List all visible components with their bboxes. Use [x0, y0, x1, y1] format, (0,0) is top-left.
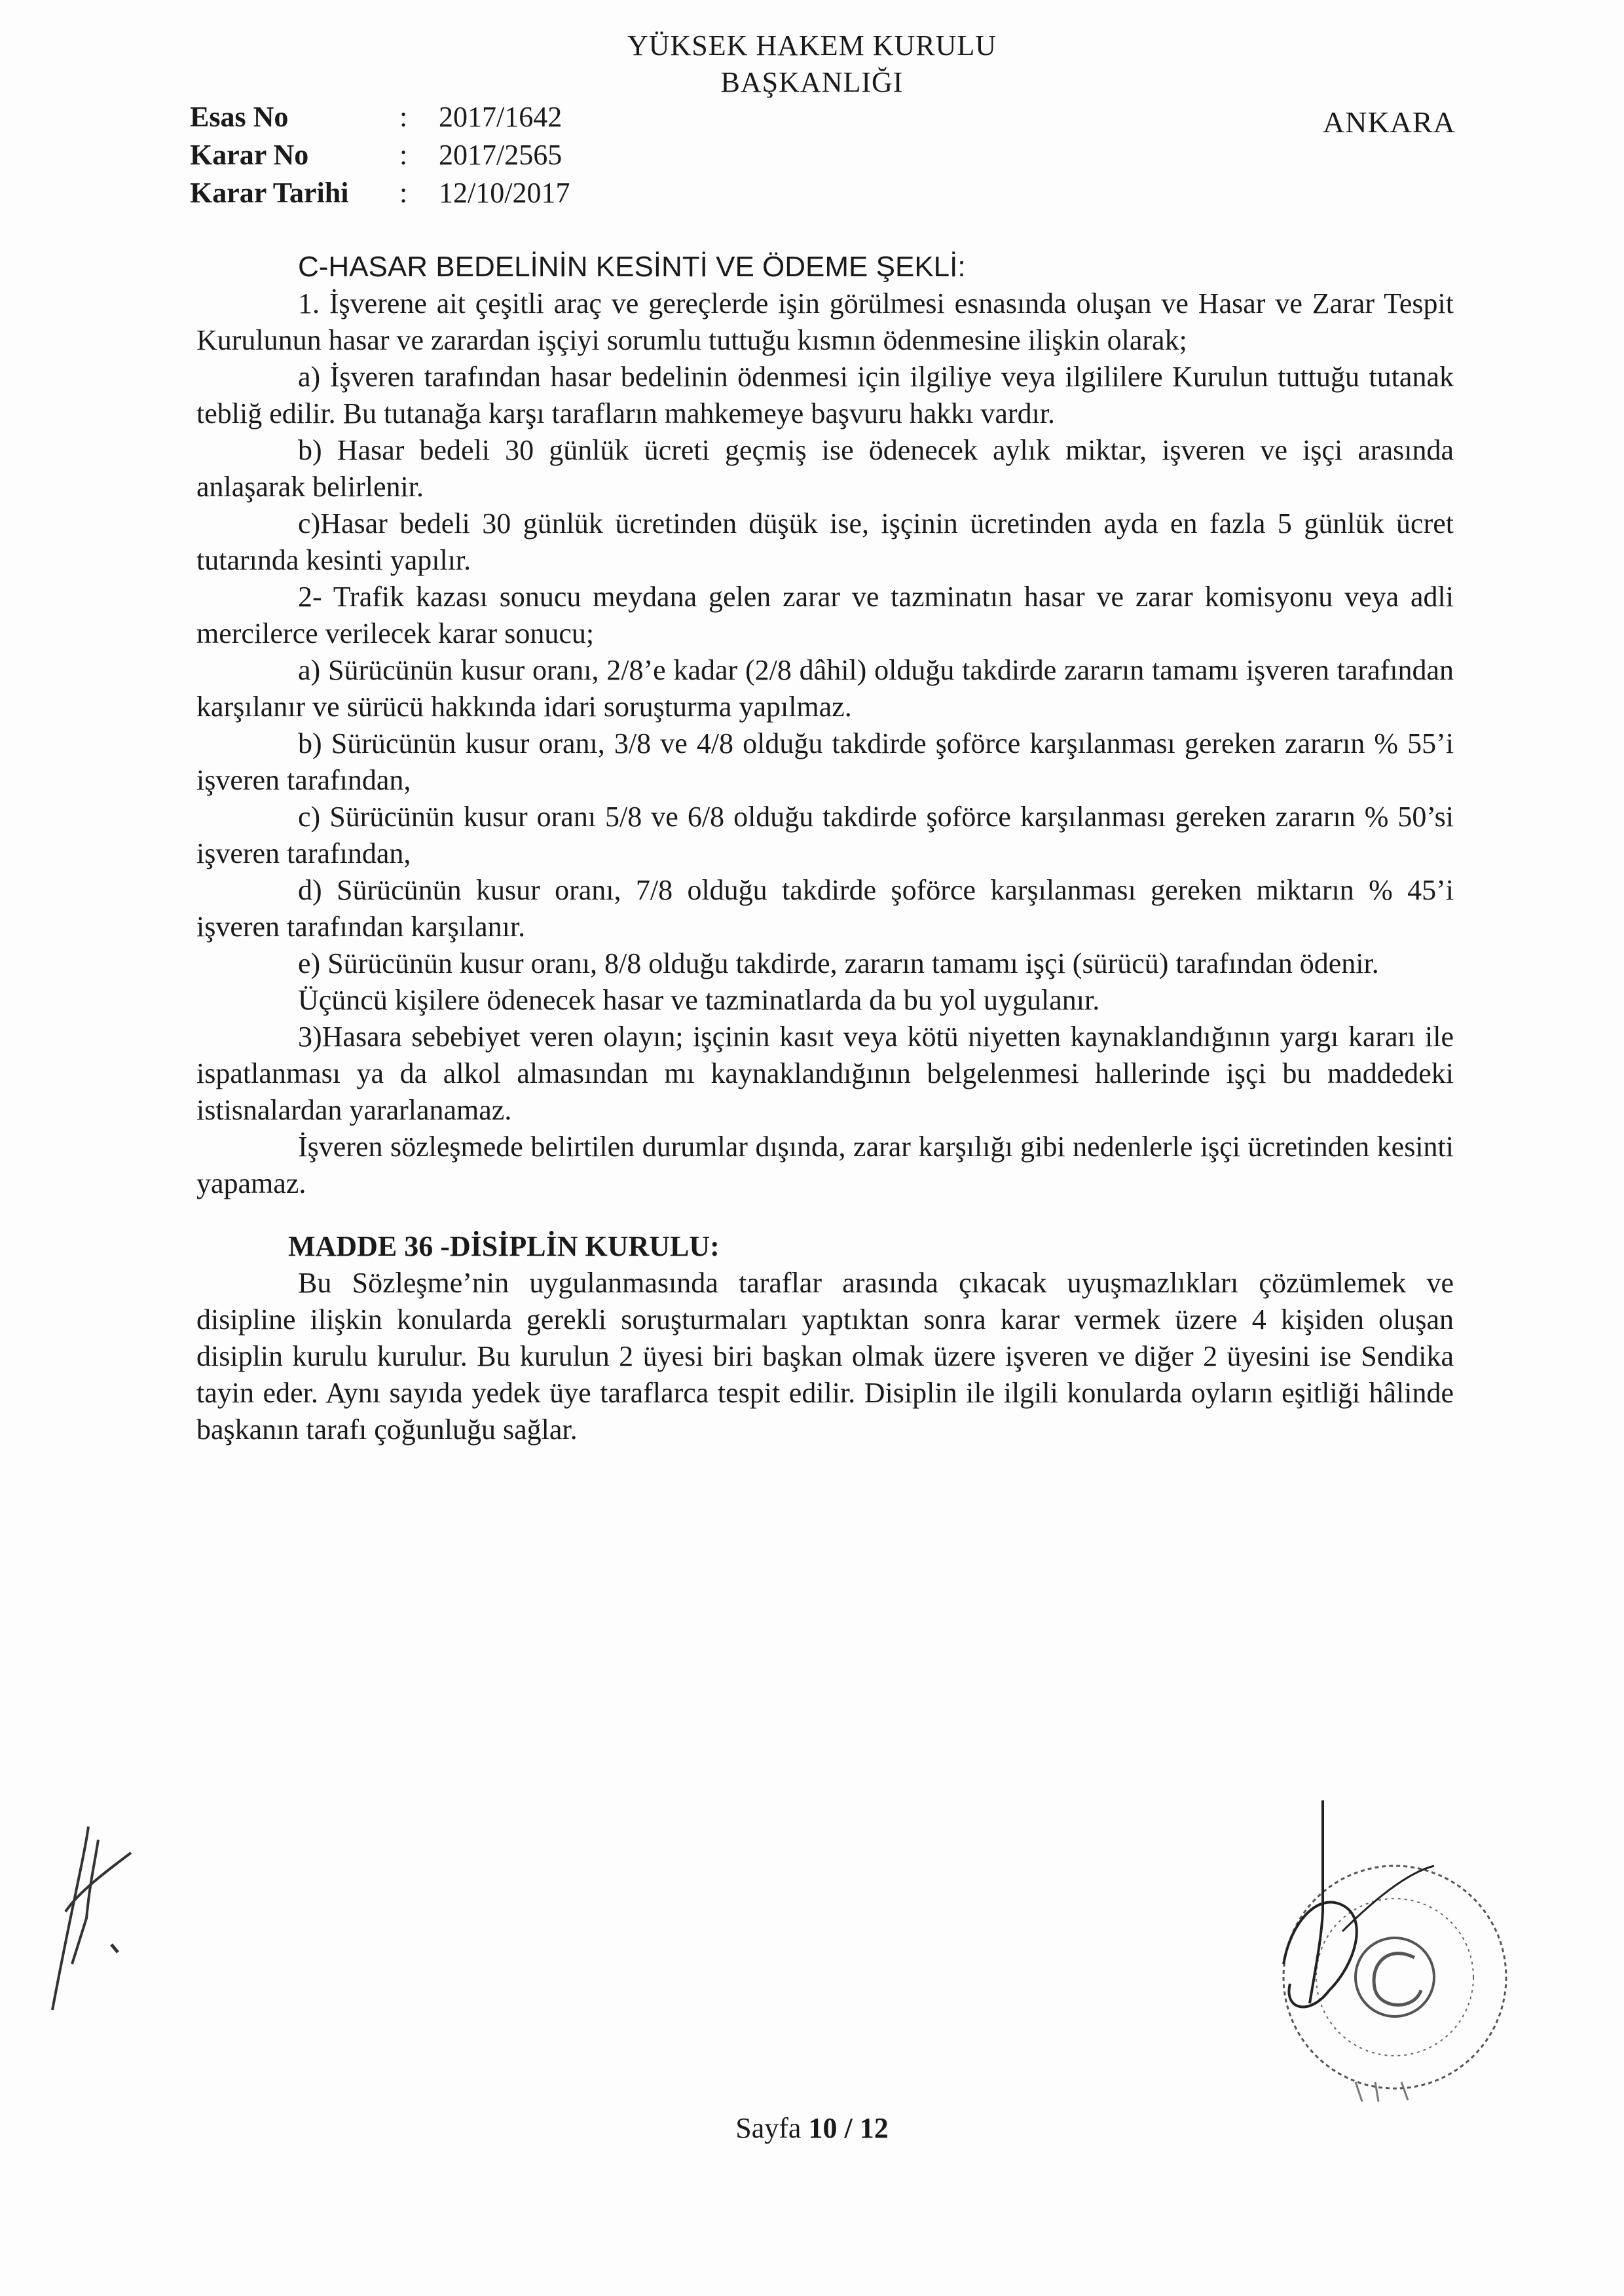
meta-label: Karar No — [190, 139, 309, 171]
paragraph: b) Hasar bedeli 30 günlük ücreti geçmiş ise ödenecek aylık miktar, işveren ve işçi arasında anlaşarak belirlenir. — [196, 434, 1454, 503]
institution-subtitle: BAŞKANLIĞI — [720, 66, 904, 98]
paragraph: b) Sürücünün kusur oranı, 3/8 ve 4/8 olduğu takdirde şoförce karşılanması gereken zararın % 55’i işveren tarafından, — [196, 727, 1454, 796]
meta-row-karar-no — [190, 136, 570, 174]
institution-title: YÜKSEK HAKEM KURULU — [627, 29, 997, 62]
meta-separator: : — [399, 139, 408, 171]
paragraph: a) İşveren tarafından hasar bedelinin ödenmesi için ilgiliye veya ilgililere Kurulun tuttuğu tutanak tebliğ edilir. Bu tutanağa karşı tarafların mahkemeye başvuru hakkı vardır. — [196, 361, 1454, 429]
handwritten-initial-signature — [26, 1813, 157, 2023]
document-body — [196, 249, 1454, 1448]
page-number — [0, 2111, 1624, 2145]
paragraph: c) Sürücünün kusur oranı 5/8 ve 6/8 olduğu takdirde şoförce karşılanması gereken zararın % 50’si işveren tarafından, — [196, 801, 1454, 869]
paragraph: Üçüncü kişilere ödenecek hasar ve tazminatlarda da bu yol uygulanır. — [298, 984, 1100, 1016]
meta-label: Esas No — [190, 101, 289, 133]
paragraph: 1. İşverene ait çeşitli araç ve gereçlerde işin görülmesi esnasında oluşan ve Hasar ve Zarar Tespit Kurulunun hasar ve zarardan işçiyi sorumlu tuttuğu kısmın ödenmesine ilişkin olarak; — [196, 287, 1454, 356]
paragraph: e) Sürücünün kusur oranı, 8/8 olduğu takdirde, zararın tamamı işçi (sürücü) tarafından ödenir. — [298, 947, 1379, 979]
official-stamp-signature — [1244, 1794, 1519, 2134]
meta-value: 12/10/2017 — [439, 177, 570, 209]
paragraph: d) Sürücünün kusur oranı, 7/8 olduğu takdirde şoförce karşılanması gereken miktarın % 45’i işveren tarafından karşılanır. — [196, 874, 1454, 943]
paragraph: a) Sürücünün kusur oranı, 2/8’e kadar (2/8 dâhil) olduğu takdirde zararın tamamı işveren tarafından karşılanır ve sürücü hakkında idari soruşturma yapılmaz. — [196, 654, 1454, 723]
city-label: ANKARA — [1323, 105, 1456, 139]
article-heading: MADDE 36 -DİSİPLİN KURULU: — [288, 1230, 720, 1262]
section-heading: C-HASAR BEDELİNİN KESİNTİ VE ÖDEME ŞEKLİ: — [298, 251, 966, 283]
paragraph: 2- Trafik kazası sonucu meydana gelen zarar ve tazminatın hasar ve zarar komisyonu veya adli mercilerce verilecek karar sonucu; — [196, 581, 1454, 649]
meta-row-karar-tarihi — [190, 174, 570, 212]
meta-separator: : — [399, 177, 408, 209]
meta-separator: : — [399, 101, 408, 133]
spacer — [196, 1202, 1454, 1228]
paragraph: 3)Hasara sebebiyet veren olayın; işçinin kasıt veya kötü niyetten kaynaklandığının yargı kararı ile ispatlanması ya da alkol almasından mı kaynaklandığının belgelenmesi hallerinde işçi bu maddedeki istisnalardan yararlanamaz. — [196, 1021, 1454, 1126]
paragraph: İşveren sözleşmede belirtilen durumlar dışında, zarar karşılığı gibi nedenlerle işçi ücretinden kesinti yapamaz. — [196, 1131, 1454, 1199]
page-prefix: Sayfa — [735, 2112, 802, 2144]
case-metadata — [190, 98, 570, 212]
meta-value: 2017/2565 — [439, 139, 563, 171]
meta-row-esas — [190, 98, 570, 136]
meta-value: 2017/1642 — [439, 101, 563, 133]
paragraph: Bu Sözleşme’nin uygulanmasında taraflar arasında çıkacak uyuşmazlıkları çözümlemek ve disipline ilişkin konularda gerekli soruşturmaları yaptıktan sonra karar vermek üzere 4 kişiden oluşan disiplin kurulu kurulur. Bu kurulun 2 üyesi biri başkan olmak üzere işveren ve diğer 2 üyesini ise Sendika tayin eder. Aynı sayıda yedek üye taraflarca tespit edilir. Disiplin ile ilgili konularda oyların eşitliği hâlinde başkanın tarafı çoğunluğu sağlar. — [196, 1267, 1454, 1446]
meta-label: Karar Tarihi — [190, 177, 349, 209]
page-value: 10 / 12 — [808, 2112, 889, 2144]
paragraph: c)Hasar bedeli 30 günlük ücretinden düşük ise, işçinin ücretinden ayda en fazla 5 günlük ücret tutarında kesinti yapılır. — [196, 507, 1454, 576]
